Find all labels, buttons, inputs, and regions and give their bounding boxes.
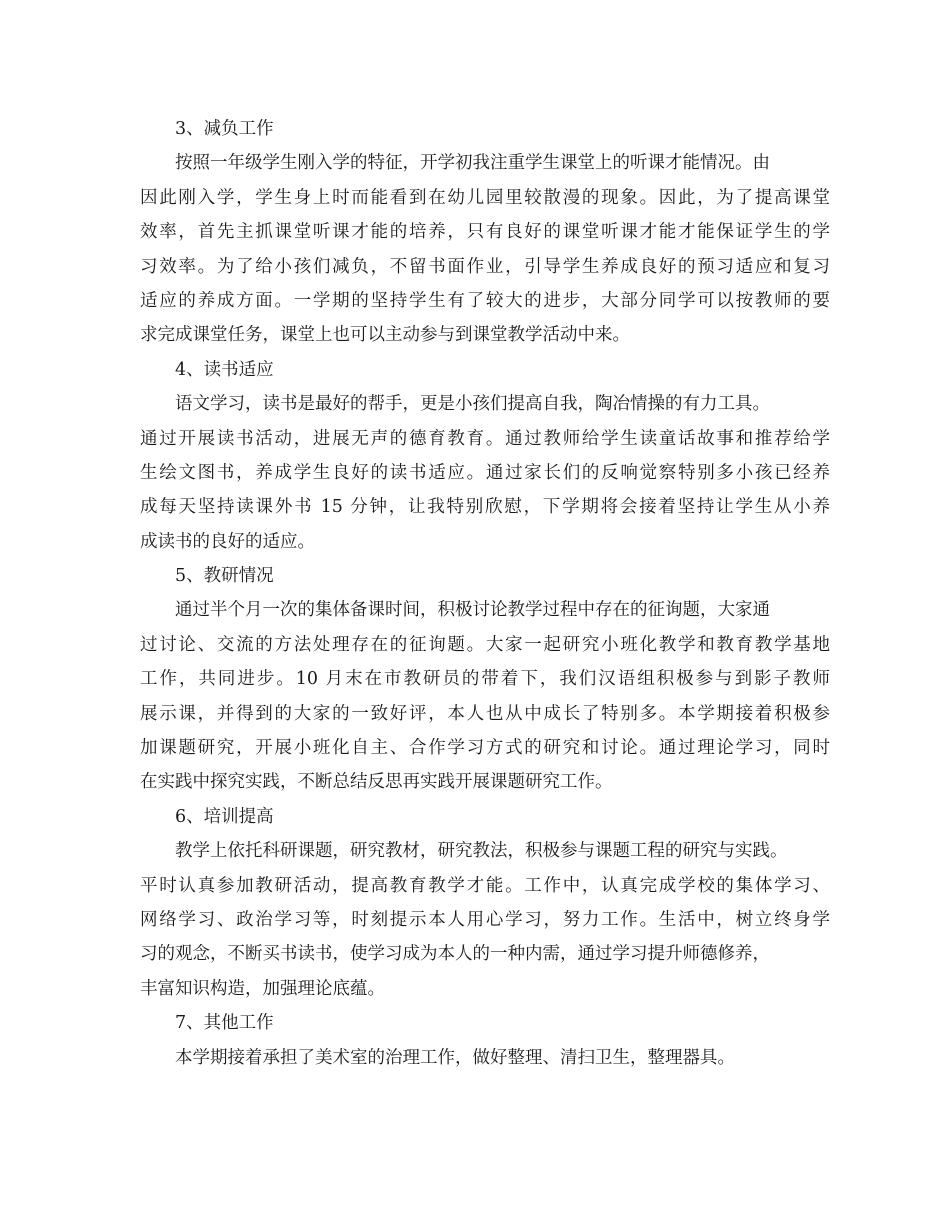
paragraph-line: 按照一年级学生刚入学的特征，开学初我注重学生课堂上的听课才能情况。由 bbox=[175, 153, 770, 174]
section-heading: 5、教研情况 bbox=[175, 566, 274, 587]
paragraph-line: 适应的养成方面。一学期的坚持学生有了较大的进步，大部分同学可以按教师的要 bbox=[140, 290, 830, 311]
section-heading: 4、读书适应 bbox=[175, 359, 274, 380]
section-heading: 7、其他工作 bbox=[175, 1013, 274, 1034]
paragraph-line: 生绘文图书，养成学生良好的读书适应。通过家长们的反响觉察特别多小孩已经养 bbox=[140, 462, 830, 483]
paragraph-line: 因此刚入学，学生身上时而能看到在幼儿园里较散漫的现象。因此，为了提高课堂 bbox=[140, 187, 830, 208]
paragraph-line: 网络学习、政治学习等，时刻提示本人用心学习，努力工作。生活中，树立终身学 bbox=[140, 909, 830, 930]
paragraph-line: 习的观念，不断买书读书，使学习成为本人的一种内需，通过学习提升师德修养， bbox=[140, 944, 770, 965]
paragraph-line: 在实践中探究实践，不断总结反思再实践开展课题研究工作。 bbox=[140, 772, 613, 793]
paragraph-line: 通过开展读书活动，进展无声的德育教育。通过教师给学生读童话故事和推荐给学 bbox=[140, 428, 830, 449]
paragraph-line: 教学上依托科研课题，研究教材，研究教法，积极参与课题工程的研究与实践。 bbox=[175, 841, 788, 862]
paragraph-line: 丰富知识构造，加强理论底蕴。 bbox=[140, 978, 385, 999]
paragraph-line: 成每天坚持读课外书 15 分钟，让我特别欣慰，下学期将会接着坚持让学生从小养 bbox=[140, 497, 830, 518]
paragraph-line: 平时认真参加教研活动，提高教育教学才能。工作中，认真完成学校的集体学习、 bbox=[140, 875, 830, 896]
paragraph-line: 本学期接着承担了美术室的治理工作，做好整理、清扫卫生，整理器具。 bbox=[175, 1047, 735, 1068]
paragraph-line: 效率，首先主抓课堂听课才能的培养，只有良好的课堂听课才能才能保证学生的学 bbox=[140, 222, 830, 243]
section-heading: 3、减负工作 bbox=[175, 119, 274, 139]
paragraph-line: 求完成课堂任务，课堂上也可以主动参与到课堂教学活动中来。 bbox=[140, 325, 630, 346]
section-heading: 6、培训提高 bbox=[175, 806, 274, 827]
paragraph-line: 展示课，并得到的大家的一致好评，本人也从中成长了特别多。本学期接着积极参 bbox=[140, 703, 830, 724]
paragraph-line: 习效率。为了给小孩们减负，不留书面作业，引导学生养成良好的预习适应和复习 bbox=[140, 256, 830, 277]
paragraph-line: 语文学习，读书是最好的帮手，更是小孩们提高自我，陶冶情操的有力工具。 bbox=[175, 394, 770, 415]
paragraph-line: 加课题研究，开展小班化自主、合作学习方式的研究和讨论。通过理论学习，同时 bbox=[140, 738, 830, 759]
paragraph-line: 工作，共同进步。10 月末在市教研员的带着下，我们汉语组积极参与到影子教师 bbox=[140, 669, 830, 690]
paragraph-line: 过讨论、交流的方法处理存在的征询题。大家一起研究小班化教学和教育教学基地 bbox=[140, 634, 830, 655]
paragraph-line: 成读书的良好的适应。 bbox=[140, 531, 315, 552]
paragraph-line: 通过半个月一次的集体备课时间，积极讨论教学过程中存在的征询题，大家通 bbox=[175, 600, 770, 621]
document-body bbox=[140, 112, 830, 1075]
